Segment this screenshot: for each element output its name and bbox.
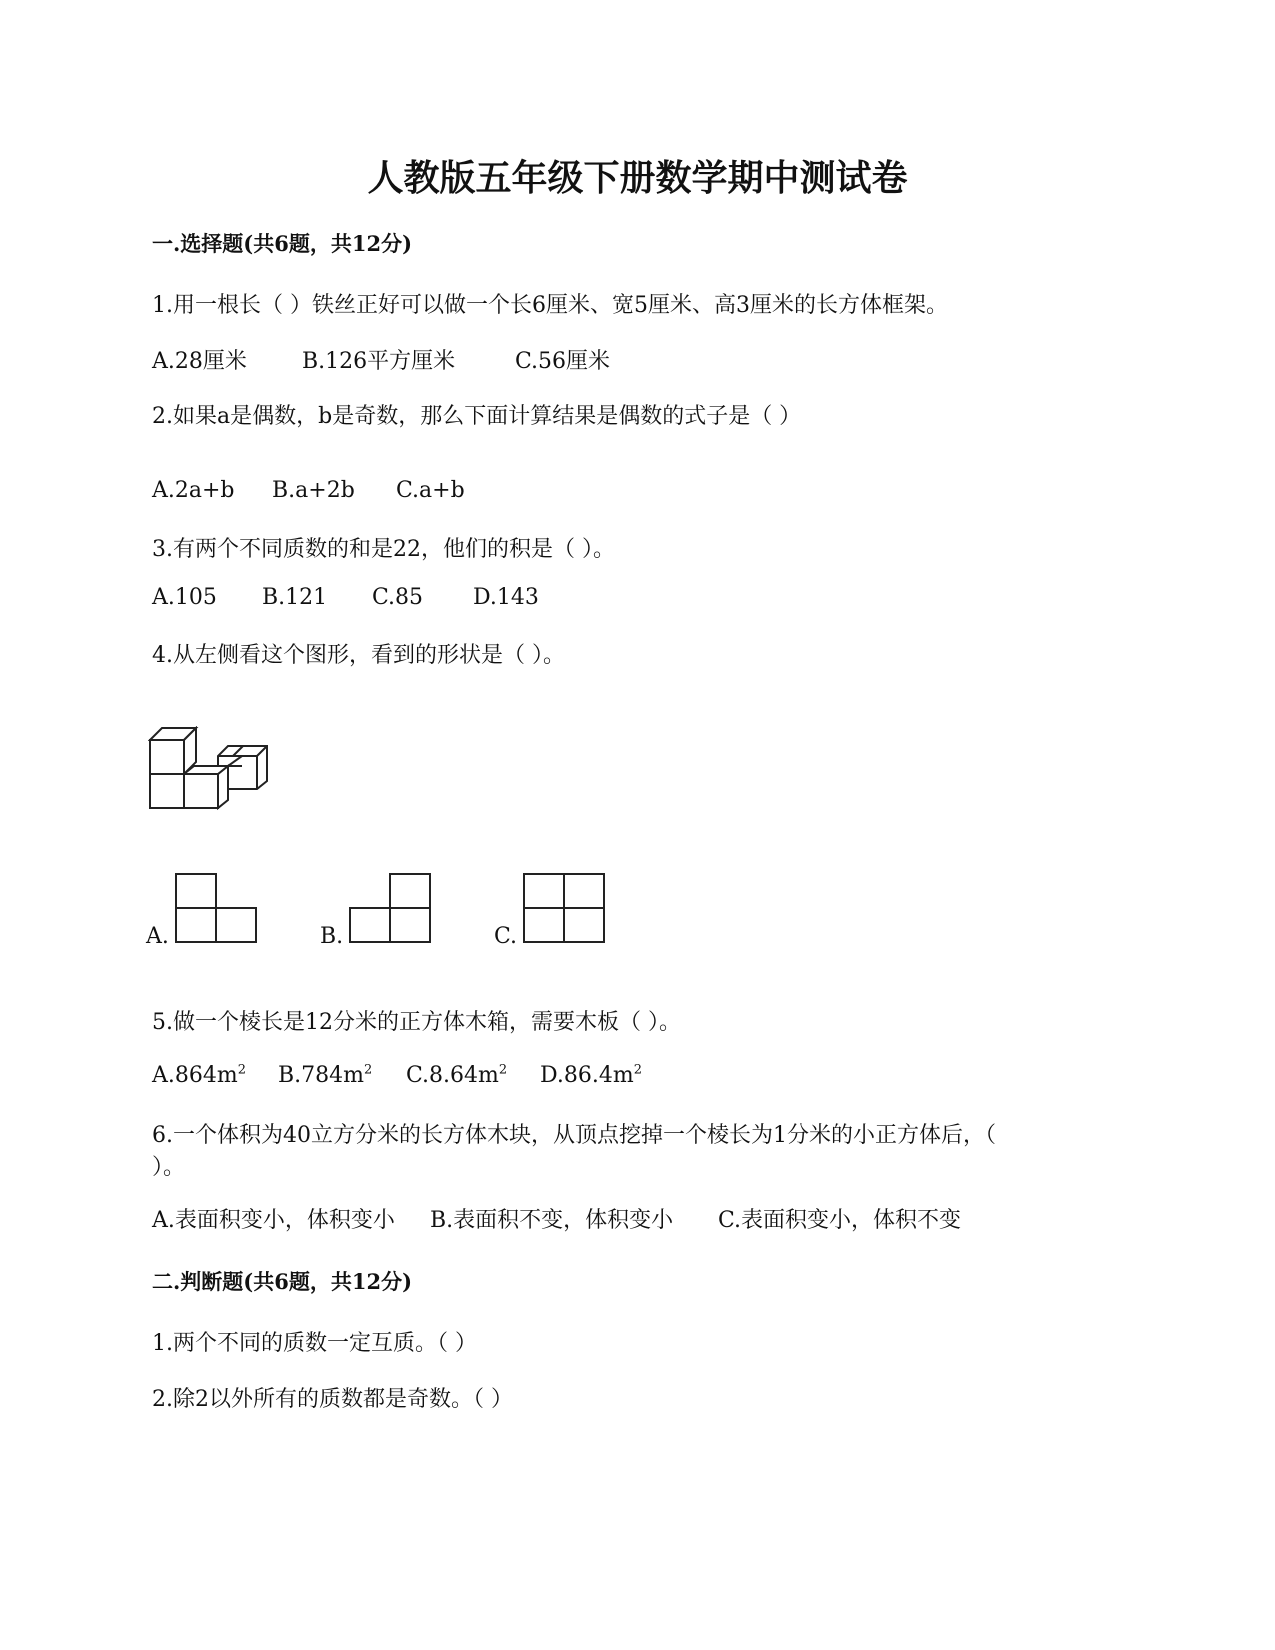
q5-option-c: $C.8.64m^2$: [406, 1062, 508, 1088]
q2-option-b: B.a+2b: [272, 478, 355, 503]
judge-question-1: 1.两个不同的质数一定互质。（ ）: [152, 1331, 477, 1356]
cube-figure: [148, 726, 278, 816]
question-5: 5.做一个棱长是12分米的正方体木箱，需要木板（ ）。: [152, 1010, 681, 1035]
q2-option-c: C.a+b: [396, 478, 465, 503]
q2-option-a: A.2a+b: [152, 478, 235, 503]
q1-option-c: C.56厘米: [515, 349, 611, 374]
q3-option-b: B.121: [262, 585, 328, 610]
q4-option-b-shape: [348, 872, 434, 944]
q4-option-a-shape: [174, 872, 260, 944]
question-6-line1: 6.一个体积为40立方分米的长方体木块，从顶点挖掉一个棱长为1分米的小正方体后，（: [152, 1123, 996, 1148]
q1-option-a: A.28厘米: [152, 349, 247, 374]
question-1: 1.用一根长（ ）铁丝正好可以做一个长6厘米、宽5厘米、高3厘米的长方体框架。: [152, 293, 948, 318]
question-6-line2: ）。: [152, 1155, 186, 1180]
q4-option-c: C.: [494, 924, 518, 949]
q1-option-b: B.126平方厘米: [302, 349, 456, 374]
judge-question-2: 2.除2以外所有的质数都是奇数。（ ）: [152, 1387, 513, 1412]
question-2: 2.如果a是偶数，b是奇数，那么下面计算结果是偶数的式子是（ ）: [152, 404, 802, 429]
q3-option-c: C.85: [372, 585, 424, 610]
section1-heading: 一.选择题(共6题，共12分): [152, 231, 413, 256]
q4-option-a: A.: [146, 924, 169, 949]
q5-option-a: $A.864m^2$: [152, 1062, 247, 1088]
q6-option-b: B.表面积不变，体积变小: [430, 1208, 674, 1233]
q5-option-d: $D.86.4m^2$: [540, 1062, 642, 1088]
q6-option-c: C.表面积变小，体积不变: [718, 1208, 962, 1233]
q4-option-c-shape: [522, 872, 608, 944]
question-3: 3.有两个不同质数的和是22，他们的积是（ ）。: [152, 537, 615, 562]
q3-option-a: A.105: [152, 585, 217, 610]
page-title: 人教版五年级下册数学期中测试卷: [367, 158, 908, 199]
question-4: 4.从左侧看这个图形，看到的形状是（ ）。: [152, 643, 565, 668]
q3-option-d: D.143: [473, 585, 539, 610]
q4-option-b: B.: [320, 924, 344, 949]
section2-heading: 二.判断题(共6题，共12分): [152, 1269, 413, 1294]
q6-option-a: A.表面积变小，体积变小: [152, 1208, 395, 1233]
q5-option-b: $B.784m^2$: [278, 1062, 373, 1088]
